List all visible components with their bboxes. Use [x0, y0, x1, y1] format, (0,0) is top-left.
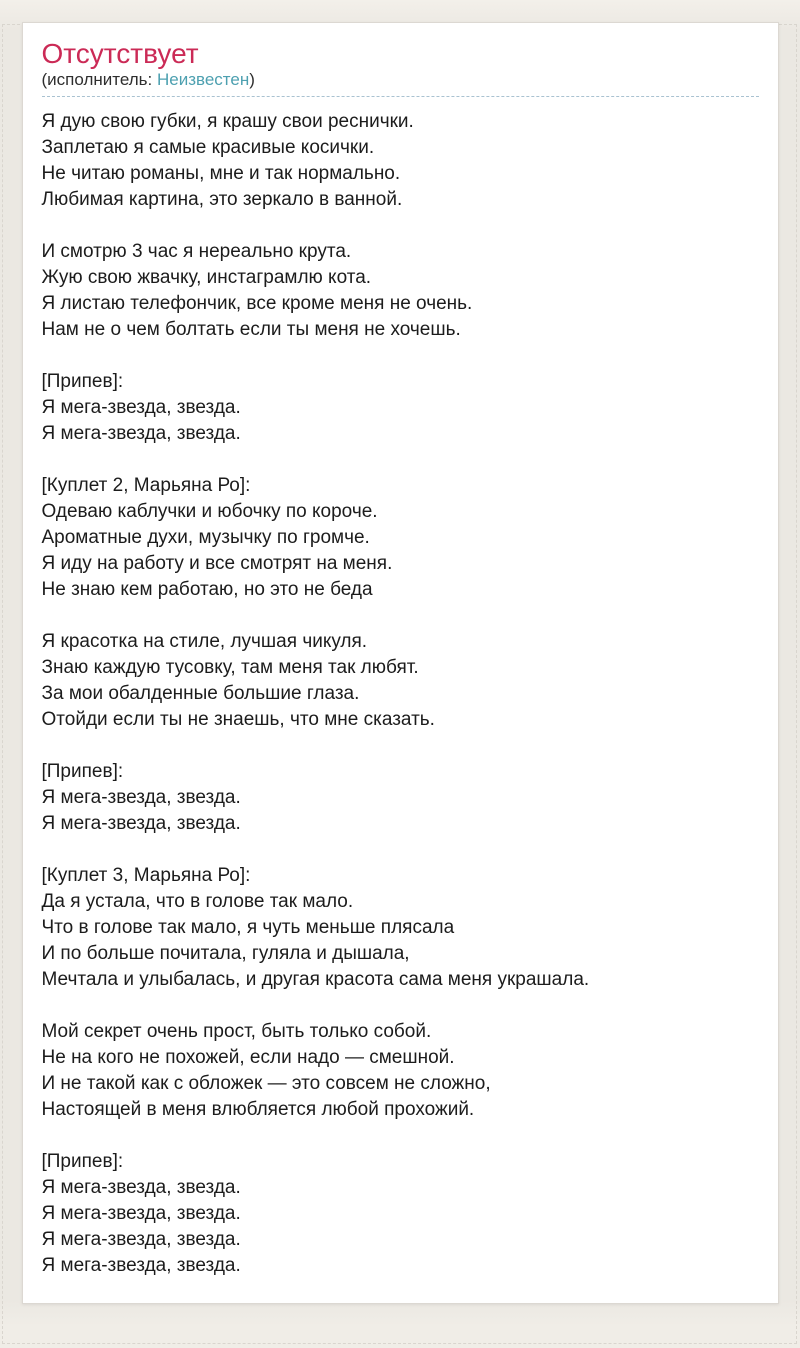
lyrics-line: Нам не о чем болтать если ты меня не хочешь. [41, 319, 461, 340]
lyrics-text [42, 109, 759, 1279]
lyrics-line: Я мега-звезда, звезда. [41, 1255, 241, 1276]
lyrics-line: Любимая картина, это зеркало в ванной. [41, 189, 403, 210]
lyrics-line: [Припев]: [41, 1151, 124, 1172]
lyrics-stanza [42, 1019, 759, 1123]
lyrics-line: Я мега-звезда, звезда. [41, 1203, 241, 1224]
lyrics-line: Что в голове так мало, я чуть меньше плясала [41, 917, 455, 938]
lyrics-line: Я листаю телефончик, все кроме меня не очень. [41, 293, 473, 314]
lyrics-line: [Куплет 3, Марьяна Ро]: [41, 865, 251, 886]
lyrics-line: Я иду на работу и все смотрят на меня. [41, 553, 393, 574]
lyrics-line: И по больше почитала, гуляла и дышала, [41, 943, 410, 964]
lyrics-line: [Куплет 2, Марьяна Ро]: [41, 475, 251, 496]
lyrics-line: Ароматные духи, музычку по громче. [41, 527, 370, 548]
artist-link[interactable]: Неизвестен [156, 70, 250, 89]
lyrics-line: За мои обалденные большие глаза. [41, 683, 360, 704]
lyrics-line: Я мега-звезда, звезда. [41, 1229, 241, 1250]
lyrics-line: Знаю каждую тусовку, там меня так любят. [41, 657, 419, 678]
artist-prefix-label: (исполнитель: [41, 70, 157, 89]
lyrics-line: Я мега-звезда, звезда. [41, 1177, 241, 1198]
lyrics-stanza [42, 369, 759, 447]
artist-suffix-label: ) [249, 70, 255, 89]
lyrics-card [22, 22, 779, 1304]
lyrics-line: Я мега-звезда, звезда. [41, 423, 241, 444]
lyrics-line: Заплетаю я самые красивые косички. [41, 137, 375, 158]
lyrics-line: Я мега-звезда, звезда. [41, 787, 241, 808]
lyrics-line: И не такой как с обложек — это совсем не сложно, [41, 1073, 491, 1094]
lyrics-line: Не знаю кем работаю, но это не беда [41, 579, 373, 600]
lyrics-line: [Припев]: [41, 761, 124, 782]
lyrics-stanza [42, 473, 759, 603]
lyrics-stanza [42, 629, 759, 733]
lyrics-stanza [42, 759, 759, 837]
lyrics-line: Я мега-звезда, звезда. [41, 397, 241, 418]
artist-line [42, 70, 759, 97]
lyrics-line: Не на кого не похожей, если надо — смешной. [41, 1047, 455, 1068]
lyrics-stanza [42, 239, 759, 343]
lyrics-line: Одеваю каблучки и юбочку по короче. [41, 501, 378, 522]
lyrics-stanza [42, 1149, 759, 1279]
lyrics-line: Жую свою жвачку, инстаграмлю кота. [41, 267, 372, 288]
song-title: Отсутствует [41, 38, 199, 69]
lyrics-line: Отойди если ты не знаешь, что мне сказать. [41, 709, 435, 730]
song-header [42, 39, 759, 97]
lyrics-line: Я мега-звезда, звезда. [41, 813, 241, 834]
lyrics-line: [Припев]: [41, 371, 124, 392]
page-background [0, 22, 800, 1348]
lyrics-line: Мечтала и улыбалась, и другая красота сама меня украшала. [41, 969, 590, 990]
lyrics-line: Я красотка на стиле, лучшая чикуля. [41, 631, 368, 652]
lyrics-line: Не читаю романы, мне и так нормально. [41, 163, 401, 184]
lyrics-stanza [42, 863, 759, 993]
lyrics-line: Я дую свою губки, я крашу свои реснички. [41, 111, 414, 132]
lyrics-line: Да я устала, что в голове так мало. [41, 891, 354, 912]
lyrics-line: Настоящей в меня влюбляется любой прохожий. [41, 1099, 475, 1120]
lyrics-stanza [42, 109, 759, 213]
lyrics-line: Мой секрет очень прост, быть только собой. [41, 1021, 432, 1042]
lyrics-line: И смотрю 3 час я нереально крута. [41, 241, 352, 262]
